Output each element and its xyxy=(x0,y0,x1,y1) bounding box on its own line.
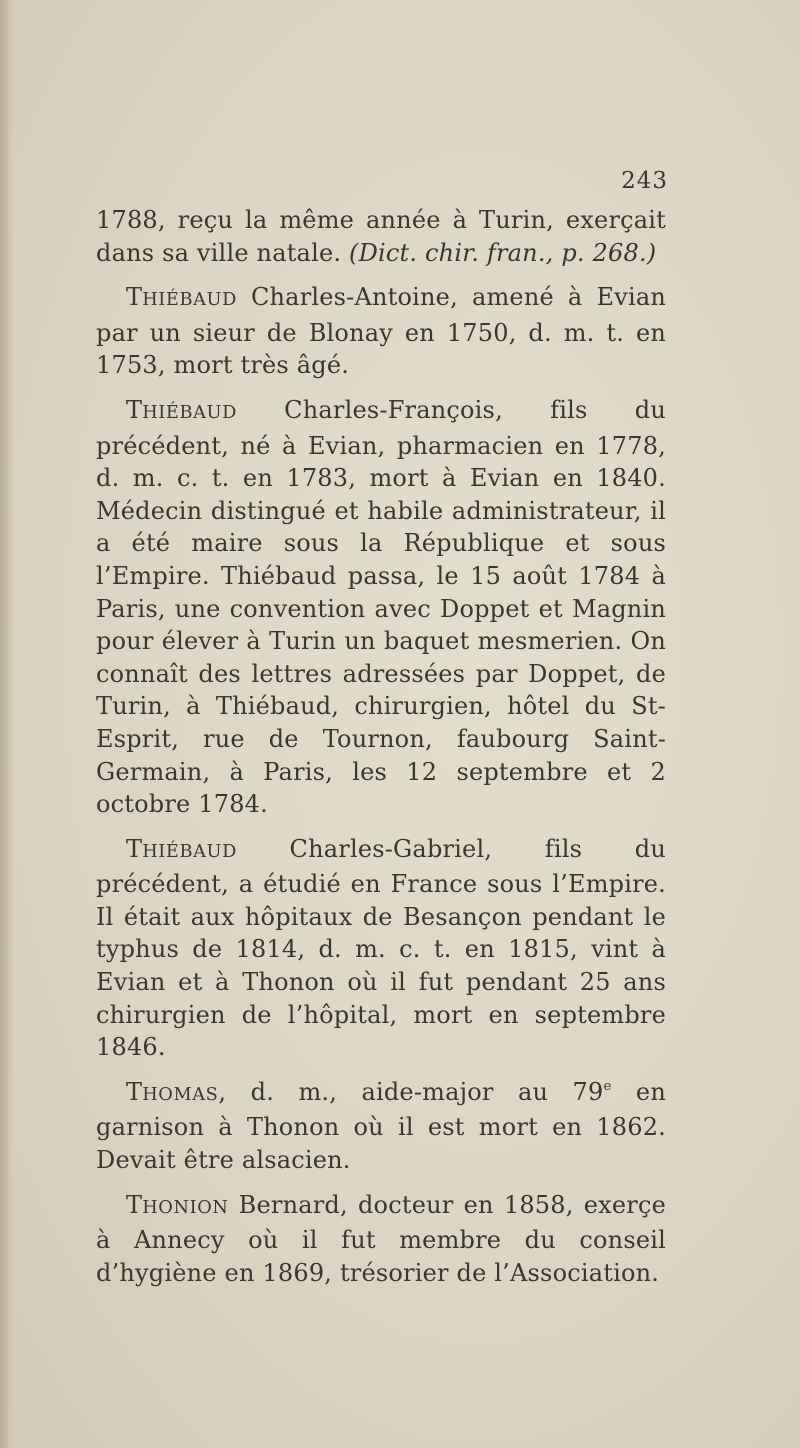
surname-rest: HIÉBAUD xyxy=(142,290,237,311)
paragraph-continuation xyxy=(96,204,666,269)
entry-surname xyxy=(126,283,237,311)
entry-surname xyxy=(126,1191,228,1219)
entry-surname xyxy=(126,835,237,863)
surname-initial: T xyxy=(126,395,143,424)
entry-text-before-superscript: , d. m., aide-major au 79 xyxy=(218,1077,604,1106)
surname-initial: T xyxy=(126,283,143,312)
surname-initial: T xyxy=(126,834,143,863)
entry-text: Bernard, docteur en 1858, exerçe à Annecy où il fut membre du conseil d’hygiène en 1869, trésorier de l’Association. xyxy=(96,1190,666,1287)
text-body xyxy=(96,204,666,1289)
entry-text: Charles-Antoine, amené à Evian par un sieur de Blonay en 1750, d. m. t. en 1753, mort très âgé. xyxy=(96,283,666,380)
surname-rest: HOMAS xyxy=(142,1084,219,1105)
surname-rest: HIÉBAUD xyxy=(142,402,237,423)
entry-thiebaud-charles-francois xyxy=(96,394,666,821)
entry-thiebaud-charles-gabriel xyxy=(96,833,666,1064)
entry-surname xyxy=(126,396,237,424)
surname-initial: T xyxy=(126,1077,143,1106)
entry-surname xyxy=(126,1078,218,1106)
citation: (Dict. chir. fran., p. 268.) xyxy=(349,238,657,267)
entry-text: Charles-Gabriel, fils du précédent, a étudié en France sous l’Empire. Il était aux hôpitaux de Besançon pendant le typhus de 1814, d. m. c. t. en 1815, vint à Evian et à Thonon où il fut pendant 25 ans chirurgien de l’hôpital, mort en septembre 1846. xyxy=(96,834,666,1062)
paragraph-text: 1788, reçu la même année à Turin, exerçait dans sa ville natale. xyxy=(96,206,666,267)
surname-rest: HONION xyxy=(142,1197,229,1218)
entry-thonion-bernard xyxy=(96,1189,666,1290)
entry-text: en garnison à Thonon où il est mort en 1862. Devait être alsacien. xyxy=(96,1077,666,1175)
entry-text: Charles-François, fils du précédent, né à Evian, pharmacien en 1778, d. m. c. t. en 1783, mort à Evian en 1840. Médecin distingué et habile administrateur, il a été maire sous la République et sous l’Empire. Thiébaud passa, le 15 août 1784 à Paris, une convention avec Doppet et Magnin pour élever à Turin un baquet mesmerien. On connaît des lettres adressées par Doppet, de Turin, à Thiébaud, chirurgien, hôtel du St-Esprit, rue de Tournon, faubourg Saint-Germain, à Paris, les 12 septembre et 2 octobre 1784. xyxy=(96,395,666,819)
page-binding-shadow xyxy=(0,0,14,1448)
entry-thomas xyxy=(96,1076,666,1177)
entry-thiebaud-charles-antoine xyxy=(96,281,666,382)
page-number: 243 xyxy=(621,168,668,194)
surname-initial: T xyxy=(126,1190,143,1219)
surname-rest: HIÉBAUD xyxy=(142,841,237,862)
superscript: e xyxy=(603,1078,612,1094)
